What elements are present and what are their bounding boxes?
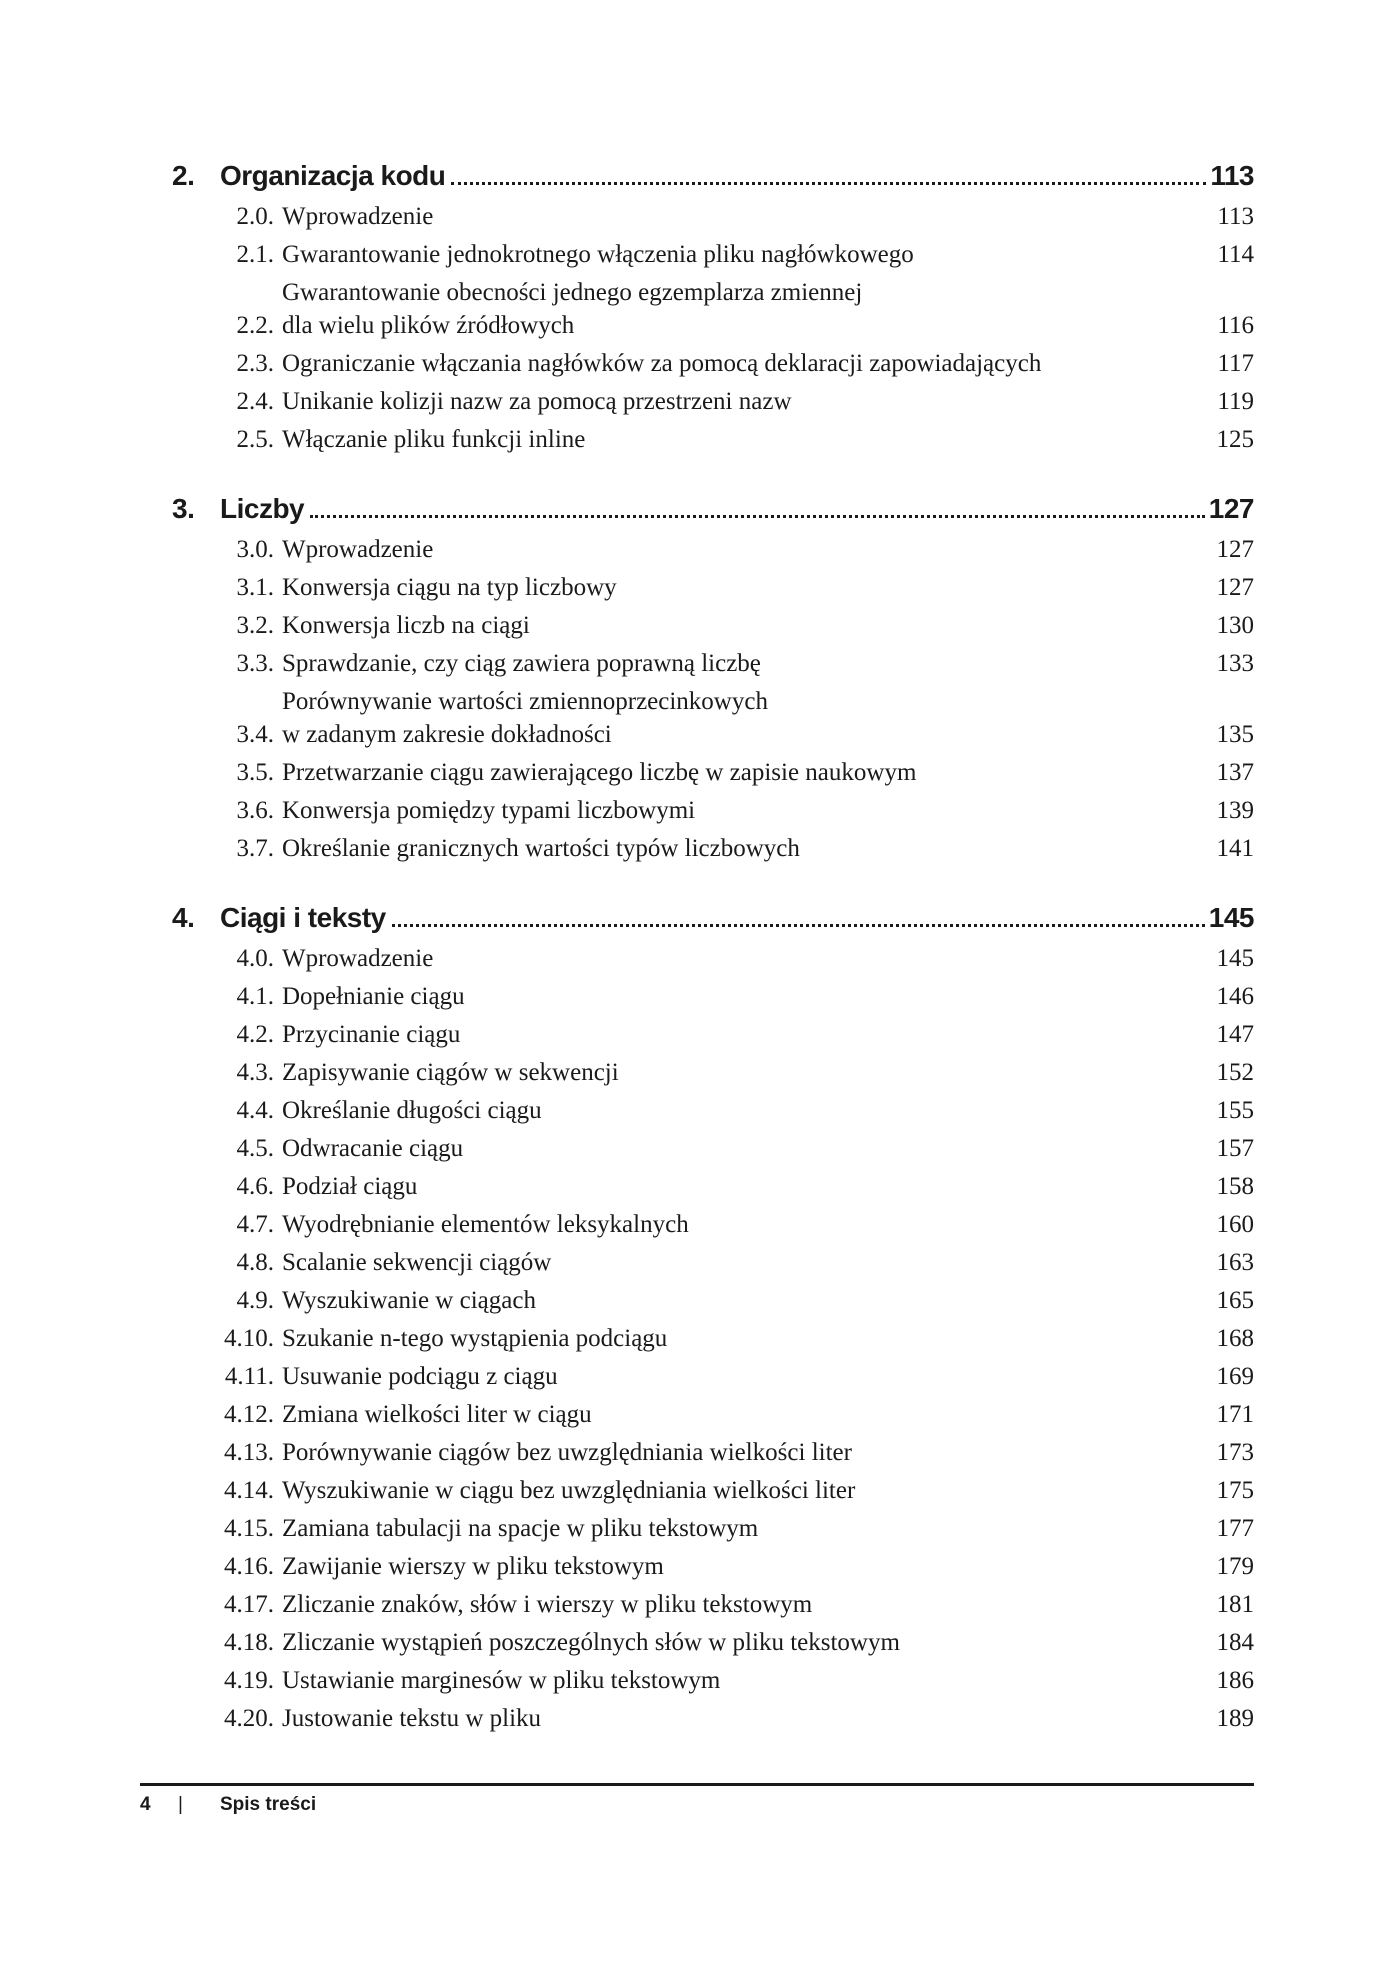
toc-entry[interactable] bbox=[212, 1320, 1254, 1358]
footer-page-number: 4 bbox=[140, 1794, 151, 1815]
entry-page-number: 137 bbox=[1216, 759, 1254, 786]
entry-page-number: 184 bbox=[1216, 1629, 1254, 1656]
entry-number: 4.3. bbox=[236, 1059, 274, 1086]
entry-number: 2.2. bbox=[236, 312, 274, 339]
entry-page-number: 125 bbox=[1216, 426, 1254, 453]
entry-title: Wyodrębnianie elementów leksykalnych bbox=[282, 1211, 689, 1238]
dot-leader bbox=[392, 924, 1205, 927]
entry-title: Usuwanie podciągu z ciągu bbox=[282, 1363, 558, 1390]
entry-page-number: 133 bbox=[1216, 650, 1254, 677]
entry-page-number: 163 bbox=[1216, 1249, 1254, 1276]
dot-leader bbox=[451, 182, 1206, 185]
entry-page-number: 168 bbox=[1216, 1325, 1254, 1352]
entry-title: Zapisywanie ciągów w sekwencji bbox=[282, 1059, 619, 1086]
entry-number: 3.1. bbox=[236, 574, 274, 601]
toc-entry[interactable] bbox=[212, 274, 1254, 345]
chapter-heading[interactable] bbox=[172, 160, 1254, 198]
chapter-heading[interactable] bbox=[172, 493, 1254, 531]
toc-entry[interactable] bbox=[212, 1054, 1254, 1092]
toc-entry[interactable] bbox=[212, 236, 1254, 274]
toc-entry[interactable] bbox=[212, 345, 1254, 383]
toc-entry[interactable] bbox=[212, 940, 1254, 978]
toc-entry[interactable] bbox=[212, 1586, 1254, 1624]
entry-title: Ograniczanie włączania nagłówków za pomocą deklaracji zapowiadających bbox=[282, 350, 1042, 377]
footer-separator: | bbox=[178, 1794, 183, 1815]
toc-entry[interactable] bbox=[212, 754, 1254, 792]
chapter-number: 4. bbox=[172, 902, 195, 933]
chapter-title: Ciągi i teksty bbox=[220, 902, 386, 933]
entry-title: Sprawdzanie, czy ciąg zawiera poprawną liczbę bbox=[282, 650, 761, 677]
toc-entry[interactable] bbox=[212, 1548, 1254, 1586]
toc-entry[interactable] bbox=[212, 1510, 1254, 1548]
entry-number: 2.0. bbox=[236, 203, 274, 230]
entry-page-number: 117 bbox=[1217, 350, 1254, 377]
entry-number: 4.17. bbox=[224, 1591, 274, 1618]
entry-title: Scalanie sekwencji ciągów bbox=[282, 1249, 552, 1276]
entry-title: Podział ciągu bbox=[282, 1173, 418, 1200]
entry-number: 2.1. bbox=[236, 241, 274, 268]
toc-entry[interactable] bbox=[212, 1282, 1254, 1320]
entry-page-number: 160 bbox=[1216, 1211, 1254, 1238]
entry-page-number: 139 bbox=[1216, 797, 1254, 824]
toc-entry[interactable] bbox=[212, 1130, 1254, 1168]
entry-number: 4.2. bbox=[236, 1021, 274, 1048]
entry-title: Zmiana wielkości liter w ciągu bbox=[282, 1401, 592, 1428]
entry-title: Porównywanie ciągów bez uwzględniania wielkości liter bbox=[282, 1439, 852, 1466]
entry-page-number: 127 bbox=[1216, 536, 1254, 563]
entry-number: 4.14. bbox=[224, 1477, 274, 1504]
entry-number: 3.0. bbox=[236, 536, 274, 563]
entry-title: Włączanie pliku funkcji inline bbox=[282, 426, 586, 453]
chapter-section bbox=[172, 160, 1254, 459]
toc-entry[interactable] bbox=[212, 792, 1254, 830]
entry-number: 3.7. bbox=[236, 835, 274, 862]
entry-title: Wprowadzenie bbox=[282, 536, 434, 563]
entry-number: 3.6. bbox=[236, 797, 274, 824]
toc-entry[interactable] bbox=[212, 1016, 1254, 1054]
entry-title: Zamiana tabulacji na spacje w pliku tekstowym bbox=[282, 1515, 759, 1542]
entry-title: Szukanie n-tego wystąpienia podciągu bbox=[282, 1325, 668, 1352]
entry-number: 3.5. bbox=[236, 759, 274, 786]
toc-entry[interactable] bbox=[212, 978, 1254, 1016]
entry-page-number: 175 bbox=[1216, 1477, 1254, 1504]
entry-page-number: 141 bbox=[1216, 835, 1254, 862]
entry-number: 2.4. bbox=[236, 388, 274, 415]
entry-number: 4.11. bbox=[224, 1363, 274, 1390]
toc-entry[interactable] bbox=[212, 531, 1254, 569]
entry-number: 2.5. bbox=[236, 426, 274, 453]
table-of-contents bbox=[172, 160, 1254, 1772]
entry-list bbox=[172, 531, 1254, 868]
entry-page-number: 135 bbox=[1216, 721, 1254, 748]
toc-entry[interactable] bbox=[212, 830, 1254, 868]
entry-number: 4.7. bbox=[236, 1211, 274, 1238]
entry-number: 4.18. bbox=[224, 1629, 274, 1656]
entry-title: Określanie granicznych wartości typów liczbowych bbox=[282, 835, 800, 862]
chapter-page-number: 127 bbox=[1208, 493, 1254, 524]
entry-page-number: 116 bbox=[1217, 312, 1254, 339]
entry-title: Przycinanie ciągu bbox=[282, 1021, 461, 1048]
entry-number: 2.3. bbox=[236, 350, 274, 377]
entry-number: 4.1. bbox=[236, 983, 274, 1010]
toc-entry[interactable] bbox=[212, 645, 1254, 683]
entry-title: Konwersja ciągu na typ liczbowy bbox=[282, 574, 617, 601]
entry-page-number: 189 bbox=[1216, 1705, 1254, 1732]
entry-page-number: 171 bbox=[1216, 1401, 1254, 1428]
toc-entry[interactable] bbox=[212, 1472, 1254, 1510]
entry-title: Gwarantowanie jednokrotnego włączenia pliku nagłówkowego bbox=[282, 241, 914, 268]
entry-title: Wyszukiwanie w ciągach bbox=[282, 1287, 536, 1314]
entry-title: Odwracanie ciągu bbox=[282, 1135, 464, 1162]
entry-number: 4.12. bbox=[224, 1401, 274, 1428]
entry-page-number: 119 bbox=[1217, 388, 1254, 415]
chapter-section bbox=[172, 902, 1254, 1738]
toc-entry[interactable] bbox=[212, 1168, 1254, 1206]
entry-number: 4.6. bbox=[236, 1173, 274, 1200]
chapter-page-number: 113 bbox=[1210, 160, 1254, 191]
toc-entry[interactable] bbox=[212, 1624, 1254, 1662]
entry-number: 3.3. bbox=[236, 650, 274, 677]
entry-page-number: 114 bbox=[1217, 241, 1254, 268]
entry-page-number: 157 bbox=[1216, 1135, 1254, 1162]
entry-number: 4.15. bbox=[224, 1515, 274, 1542]
footer-rule bbox=[140, 1783, 1254, 1786]
page-footer bbox=[140, 1794, 316, 1816]
entry-page-number: 165 bbox=[1216, 1287, 1254, 1314]
chapter-title: Organizacja kodu bbox=[220, 160, 446, 191]
entry-number: 4.13. bbox=[224, 1439, 274, 1466]
entry-title: Wprowadzenie bbox=[282, 203, 434, 230]
entry-title: Dopełnianie ciągu bbox=[282, 983, 465, 1010]
entry-page-number: 127 bbox=[1216, 574, 1254, 601]
entry-title: Zawijanie wierszy w pliku tekstowym bbox=[282, 1553, 664, 1580]
entry-list bbox=[172, 940, 1254, 1738]
entry-title: Unikanie kolizji nazw za pomocą przestrzeni nazw bbox=[282, 388, 792, 415]
entry-page-number: 177 bbox=[1216, 1515, 1254, 1542]
chapter-number: 3. bbox=[172, 493, 195, 524]
toc-entry[interactable] bbox=[212, 1244, 1254, 1282]
footer-section-title: Spis treści bbox=[220, 1794, 317, 1815]
chapter-page-number: 145 bbox=[1208, 902, 1254, 933]
toc-entry[interactable] bbox=[212, 607, 1254, 645]
entry-list bbox=[172, 198, 1254, 459]
toc-entry[interactable] bbox=[212, 1206, 1254, 1244]
toc-entry[interactable] bbox=[212, 1700, 1254, 1738]
entry-title: Justowanie tekstu w pliku bbox=[282, 1705, 542, 1732]
toc-entry[interactable] bbox=[212, 198, 1254, 236]
entry-title: Ustawianie marginesów w pliku tekstowym bbox=[282, 1667, 721, 1694]
entry-title: Określanie długości ciągu bbox=[282, 1097, 542, 1124]
entry-page-number: 147 bbox=[1216, 1021, 1254, 1048]
entry-number: 4.0. bbox=[236, 945, 274, 972]
entry-number: 4.4. bbox=[236, 1097, 274, 1124]
toc-entry[interactable] bbox=[212, 1434, 1254, 1472]
entry-number: 3.4. bbox=[236, 721, 274, 748]
entry-title: Zliczanie znaków, słów i wierszy w pliku tekstowym bbox=[282, 1591, 813, 1618]
entry-page-number: 145 bbox=[1216, 945, 1254, 972]
entry-page-number: 179 bbox=[1216, 1553, 1254, 1580]
chapter-section bbox=[172, 493, 1254, 868]
entry-title: Gwarantowanie obecności jednego egzemplarza zmiennej dla wielu plików źródłowych bbox=[282, 279, 863, 339]
entry-page-number: 169 bbox=[1216, 1363, 1254, 1390]
entry-page-number: 173 bbox=[1216, 1439, 1254, 1466]
entry-number: 4.16. bbox=[224, 1553, 274, 1580]
chapter-heading[interactable] bbox=[172, 902, 1254, 940]
toc-entry[interactable] bbox=[212, 421, 1254, 459]
entry-title: Wprowadzenie bbox=[282, 945, 434, 972]
toc-entry[interactable] bbox=[212, 1396, 1254, 1434]
entry-page-number: 152 bbox=[1216, 1059, 1254, 1086]
toc-entry[interactable] bbox=[212, 1662, 1254, 1700]
entry-page-number: 155 bbox=[1216, 1097, 1254, 1124]
entry-page-number: 158 bbox=[1216, 1173, 1254, 1200]
entry-number: 3.2. bbox=[236, 612, 274, 639]
toc-entry[interactable] bbox=[212, 1092, 1254, 1130]
entry-number: 4.10. bbox=[224, 1325, 274, 1352]
chapter-number: 2. bbox=[172, 160, 195, 191]
entry-page-number: 113 bbox=[1217, 203, 1254, 230]
entry-number: 4.9. bbox=[236, 1287, 274, 1314]
entry-number: 4.8. bbox=[236, 1249, 274, 1276]
entry-title: Porównywanie wartości zmiennoprzecinkowych w zadanym zakresie dokładności bbox=[282, 688, 768, 748]
entry-title: Konwersja liczb na ciągi bbox=[282, 612, 530, 639]
entry-title: Przetwarzanie ciągu zawierającego liczbę w zapisie naukowym bbox=[282, 759, 917, 786]
toc-entry[interactable] bbox=[212, 569, 1254, 607]
chapter-title: Liczby bbox=[220, 493, 305, 524]
entry-page-number: 146 bbox=[1216, 983, 1254, 1010]
entry-title: Wyszukiwanie w ciągu bez uwzględniania wielkości liter bbox=[282, 1477, 856, 1504]
toc-entry[interactable] bbox=[212, 1358, 1254, 1396]
toc-entry[interactable] bbox=[212, 383, 1254, 421]
entry-number: 4.19. bbox=[224, 1667, 274, 1694]
entry-number: 4.20. bbox=[224, 1705, 274, 1732]
entry-number: 4.5. bbox=[236, 1135, 274, 1162]
toc-entry[interactable] bbox=[212, 683, 1254, 754]
entry-page-number: 186 bbox=[1216, 1667, 1254, 1694]
entry-title: Zliczanie wystąpień poszczególnych słów w pliku tekstowym bbox=[282, 1629, 900, 1656]
dot-leader bbox=[310, 515, 1205, 518]
entry-page-number: 130 bbox=[1216, 612, 1254, 639]
entry-title: Konwersja pomiędzy typami liczbowymi bbox=[282, 797, 696, 824]
entry-page-number: 181 bbox=[1216, 1591, 1254, 1618]
